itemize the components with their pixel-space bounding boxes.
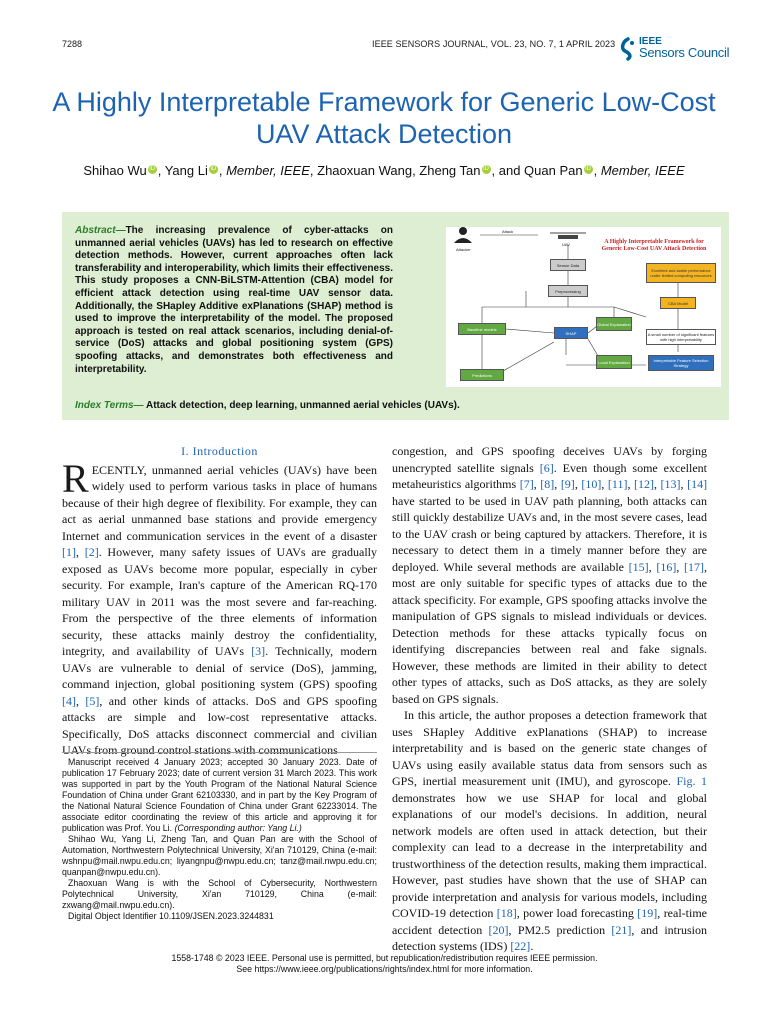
logo-council-text: Sensors Council [639, 45, 730, 60]
preprocessing-box: Preprocessing [548, 285, 588, 297]
author-name: Zhaoxuan Wang [317, 163, 413, 178]
index-terms-body: Attack detection, deep learning, unmanned aerial vehicles (UAVs). [145, 400, 460, 411]
body-text: . Technically, modern UAVs are vulnerable to denial of service (DoS), jamming, command injection, global positioning system (GPS) spoofing [62, 644, 377, 691]
right-column: congestion, and GPS spoofing deceives UAVs by forging unencrypted satellite signals [6]. Even though some excellent metaheuristics algorithms [7], [8], [9], [10], [11], [12], [13], [14] have started to be used in UAV path planning, both attacks can still quickly destabilize UAVs and, in the most severe cases, lead to the UAV crash or being captured by attackers. Therefore, it is necessary to detect them in a timely manner before they are deployed. While several methods are available [15], [16], [17], most are only suitable for specific types of attacks due to the attack specificity. For example, GPS spoofing attacks involve the manipulation of GPS signals to mislead individuals or devices. Detection methods for these attacks typically focus on identifying discrepancies between real and fake signals. However, these methods are limited in their ability to detect other types of attacks, such as DoS attacks, as they are solely based on GPS signals. In this article, the author proposes a detection framework that uses SHapley Additive exPlanations (SHAP) to increase interpretability and is based on the generic state changes of UAVs using easily available status data from sensors such as GPS, inertial measurement unit (IMU), and gyroscope. Fig. 1 demonstrates how we use SHAP for local and global explanations of our model's decisions. In addition, neural network models are often used in attack detection, but their complexity can lead to a decrease in the interpretability and trustworthiness of the detection results, making them impractical. However, past studies have shown that the use of SHAP can provide interpretation and analysis for various models, including COVID-19 detection [18], power load forecasting [19], real-time accident detection [20], PM2.5 prediction [21], and intrusion detection systems (IDS) [22]. [392, 444, 708, 953]
corresponding-author: (Corresponding author: Yang Li.) [174, 823, 302, 833]
author-list: Shihao Wu iD , Yang Li iD , Member, IEEE, Zhaoxuan Wang, Zheng Tan iD , and Quan Pan iD , Member, IEEE [83, 163, 685, 178]
citation-link[interactable]: [4] [62, 693, 76, 708]
footnote [62, 752, 377, 922]
body-text: ECENTLY, unmanned aerial vehicles (UAVs) have been widely used to perform various tasks in place of humans because of their high degree of flexibility. For example, they can act as aerial unmanned base stations and provide emergency Internet and communication services in the event of a disaster [62, 462, 377, 543]
orcid-icon[interactable]: iD [585, 165, 591, 172]
local-explanation-box: Local Explanation [596, 355, 632, 369]
abstract-box [62, 212, 729, 420]
citation-link[interactable]: [22] [510, 939, 531, 953]
citation-link[interactable]: [12] [634, 477, 654, 491]
excellent-performance-box: Excellent and stable performance under limited computing resources [646, 263, 716, 283]
sensors-council-logo-icon [619, 37, 637, 61]
author-name: Zheng Tan [419, 163, 481, 178]
orcid-icon[interactable]: iD [483, 165, 489, 172]
paper-title: A Highly Interpretable Framework for Generic Low-Cost UAV Attack Detection [52, 87, 716, 149]
uav-label: UAV [562, 242, 570, 247]
cba-model-box: CBA Model [660, 297, 696, 309]
abstract-label: Abstract [75, 225, 116, 236]
left-column: I. Introduction RECENTLY, unmanned aerial vehicles (UAVs) have been widely used to perform various tasks in place of humans because of their high degree of flexibility. For example, they can act as aerial unmanned base stations and provide emergency Internet and communication services in the event of a disaster [1], [2]. However, many safety issues of UAVs are gradually exposed as UAVs become more popular, especially in cyber security. For example, Iran's capture of the American RQ-170 military UAV in 2011 was the most severe and far-reaching. From the perspective of the three elements of information security, these attacks mainly destroy the confidentiality, integrity, and availability of UAVs [3]. Technically, modern UAVs are vulnerable to denial of service (DoS), jamming, command injection, global positioning system (GPS) spoofing [4], [5], and other kinds of attacks. DoS and GPS spoofing attacks are simple and low-cost representative attacks. Specifically, DoS attacks disconnect commercial and civilian UAVs from ground control stations with communications [62, 444, 377, 757]
ieee-sensors-council-logo [619, 37, 729, 65]
body-text: , and intrusion detection systems (IDS) [392, 922, 708, 953]
body-text: . Even though some excellent metaheuristics algorithms [392, 460, 707, 491]
author-name: Yang Li [164, 163, 208, 178]
citation-link[interactable]: [6] [539, 460, 554, 475]
sensor-data-box: Sensor Data [550, 259, 586, 271]
member-tag: Member, IEEE [226, 163, 310, 178]
body-text: congestion, and GPS spoofing deceives UAVs by forging unencrypted satellite signals [392, 444, 707, 475]
uav-drone-icon [550, 233, 586, 239]
shap-box: SHAP [554, 327, 588, 339]
citation-link[interactable]: [20] [488, 922, 509, 937]
footnote-affiliation: Zhaoxuan Wang is with the School of Cybersecurity, Northwestern Polytechnical University, Xi'an 710129, China (e-mail: zxwang@mail.nwpu.edu.cn). [62, 878, 377, 910]
citation-link[interactable]: [16] [656, 559, 677, 574]
graphical-abstract-figure [446, 227, 721, 387]
body-text: In this article, the author proposes a detection framework that uses SHapley Additive exPlanations (SHAP) to increase interpretability and is based on the generic state changes of UAVs using easily available status data from sensors such as GPS, inertial measurement unit (IMU), and gyroscope. [392, 708, 707, 788]
citation-link[interactable]: [14] [687, 477, 708, 491]
journal-header: IEEE SENSORS JOURNAL, VOL. 23, NO. 7, 1 APRIL 2023 [372, 39, 616, 49]
body-text: , and other kinds of attacks. DoS and GPS spoofing attacks are simple and low-cost representative attacks. Specifically, DoS attacks disconnect commercial and civilian UAVs from ground control stations with communications [62, 693, 377, 757]
citation-link[interactable]: [21] [611, 922, 632, 937]
figure-link[interactable]: Fig. 1 [676, 774, 707, 788]
citation-link[interactable]: [2] [84, 545, 99, 559]
citation-link[interactable]: [19] [637, 906, 658, 920]
section-heading: I. Introduction [181, 444, 258, 458]
footnote-affiliation: Shihao Wu, Yang Li, Zheng Tan, and Quan Pan are with the School of Automation, Northwestern Polytechnical University, Xi'an 710129, China (e-mail: wshnpu@mail.nwpu.edu.cn; liyangnpu@nwpu.edu.cn; tanz@mail.nwpu.edu.cn; quanpan@nwpu.edu.cn). [62, 834, 377, 877]
body-text: . However, many safety issues of UAVs are gradually exposed as UAVs become more popular, especially in cyber security. For example, Iran's capture of the American RQ-170 military UAV in 2011 was the most severe and far-reaching. From the perspective of the three elements of information security, these attacks mainly destroy the confidentiality, integrity, and availability of UAVs [62, 545, 377, 658]
citation-link[interactable]: [9] [560, 477, 575, 491]
figure-title: A Highly Interpretable Framework for Generic Low-Cost UAV Attack Detection [601, 239, 707, 252]
citation-link[interactable]: [1] [62, 545, 76, 559]
copyright-notice [62, 953, 707, 975]
citation-link[interactable]: [15] [628, 559, 649, 574]
drop-cap: R [62, 455, 89, 501]
citation-link[interactable]: [8] [540, 477, 555, 491]
few-features-box: A small number of significant features with high interpretability [646, 329, 716, 345]
logo-ieee-text: IEEE [639, 36, 662, 47]
citation-link[interactable]: [17] [684, 559, 705, 574]
index-terms-label: Index Terms [75, 400, 134, 411]
attack-label: Attack [502, 229, 514, 234]
body-text: . [530, 939, 534, 953]
abstract: Abstract—The increasing prevalence of cyber-attacks on unmanned aerial vehicles (UAVs) has led to research on effective detection methods. However, current approaches often lack transferability and interoperability, which limits their effectiveness. This study proposes a CNN-BiLSTM-Attention (CBA) model for efficient attack detection using real-time UAV sensor data. Additionally, the SHapley Additive exPlanations (SHAP) method is used to improve the interpretability of the model. The proposed approach is tested on real attack scenarios, including denial-of-service (DoS) attacks and global positioning system (GPS) spoofing attacks, and demonstrates both effectiveness and interpretability. [75, 225, 393, 375]
citation-link[interactable]: [3] [251, 644, 266, 658]
citation-link[interactable]: [11] [607, 477, 628, 491]
citation-link[interactable]: [10] [581, 477, 602, 491]
copyright-line: 1558-1748 © 2023 IEEE. Personal use is permitted, but republication/redistribution requires IEEE permission. [171, 953, 598, 963]
body-text: , real-time accident detection [392, 906, 707, 937]
member-tag: Member, IEEE [600, 163, 685, 178]
rights-link[interactable]: See https://www.ieee.org/publications/rights/index.html for more information. [236, 964, 533, 974]
citation-link[interactable]: [18] [496, 906, 517, 920]
body-text: , power load forecasting [516, 906, 638, 920]
orcid-icon[interactable]: iD [149, 165, 156, 172]
body-text: , most are only suitable for specific types of attacks due to the attack specificity. For example, GPS spoofing attacks involve the manipulation of GPS signals to mislead individuals or devices. Detection methods for these attacks typically focus on identifying discrepancies between real and fake signals. However, these methods are limited in their ability to detect other types of attacks, such as DoS attacks, as they are solely based on GPS signals. [392, 559, 708, 706]
citation-link[interactable]: [13] [660, 477, 681, 491]
index-terms: Index Terms— Attack detection, deep learning, unmanned aerial vehicles (UAVs). [75, 400, 460, 411]
doi: Digital Object Identifier 10.1109/JSEN.2023.3244831 [68, 911, 274, 921]
attacker-icon [454, 227, 472, 243]
body-text: have started to be used in UAV path planning, both attacks can still quickly destabilize UAVs and, in the most severe cases, lead to the UAV crash or being captured by attackers. Therefore, it is necessary to detect them in a timely manner before they are deployed. While several methods are available [392, 493, 707, 574]
attacker-label: Attacker [456, 247, 471, 252]
footnote-text: Manuscript received 4 January 2023; accepted 30 January 2023. Date of publication 17 February 2023; date of current version 31 March 2023. This work was supported in part by the Youth Program of the National Natural Science Foundation of China under Grant 62103330, and in part by the Key Program of the National Natural Science Foundation of China under Grant 62233014. The associate editor coordinating the review of this article and approving it for publication was Prof. You Li. [62, 757, 377, 833]
abstract-body: The increasing prevalence of cyber-attacks on unmanned aerial vehicles (UAVs) has led to research on effective detection methods. However, current approaches often lack transferability and interoperability, which limits their effectiveness. This study proposes a CNN-BiLSTM-Attention (CBA) model for efficient attack detection using real-time UAV sensor data. Additionally, the SHapley Additive exPlanations (SHAP) method is used to improve the interpretability of the model. The proposed approach is tested on real attack scenarios, including denial-of-service (DoS) attacks and global positioning system (GPS) spoofing attacks, and demonstrates both effectiveness and interpretability. [75, 225, 393, 375]
citation-link[interactable]: [5] [85, 693, 100, 708]
global-explanation-box: Global Explanation [596, 317, 632, 331]
author-name: and Quan Pan [498, 163, 583, 178]
author-name: Shihao Wu [83, 163, 147, 178]
interpretable-feature-box: Interpretable Feature Selection Strategy [648, 355, 714, 371]
body-text: demonstrates how we use SHAP for local and global explanations of our model's decisions. In addition, neural network models are often used in attack detection, but their complexity can lead to a decrease in the interpretability and trustworthiness of the detection results, making them impractical. However, past studies have shown that the use of SHAP can provide interpretation and analysis for various models, including COVID-19 detection [392, 790, 707, 920]
citation-link[interactable]: [7] [519, 477, 534, 491]
orcid-icon[interactable]: iD [210, 165, 217, 172]
predictions-box: Predictions [460, 369, 504, 381]
baseline-models-box: Baseline models [458, 323, 506, 335]
body-text: , PM2.5 prediction [508, 922, 612, 937]
page-number: 7288 [62, 39, 83, 49]
